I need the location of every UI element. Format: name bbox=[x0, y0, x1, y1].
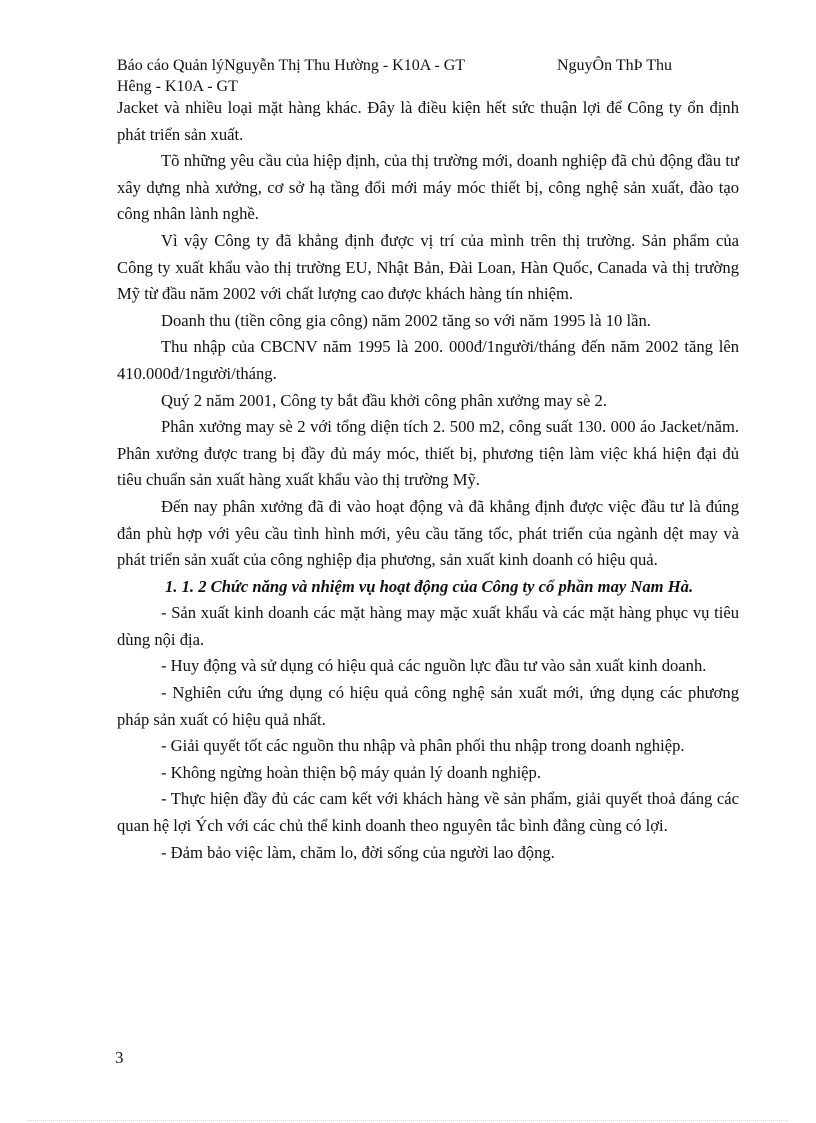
page-bottom-divider bbox=[28, 1120, 788, 1121]
list-item: - Thực hiện đầy đủ các cam kết với khách hàng về sản phẩm, giải quyết thoả đáng các quan hệ lợi Ých với các chủ thể kinh doanh theo nguyên tắc bình đẳng cùng có lợi. bbox=[117, 789, 739, 836]
paragraph: Phân xưởng may sè 2 với tổng diện tích 2. 500 m2, công suất 130. 000 áo Jacket/năm. Phân xưởng được trang bị đầy đủ máy móc, thiết bị, phương tiện làm việc khá hiện đại đủ tiêu chuẩn sản xuất hàng xuất khẩu vào thị trường Mỹ. bbox=[117, 417, 739, 490]
paragraph: Thu nhập của CBCNV năm 1995 là 200. 000đ/1người/tháng đến năm 2002 tăng lên 410.000đ/1người/tháng. bbox=[117, 337, 739, 383]
paragraph: Jacket và nhiều loại mặt hàng khác. Đây là điều kiện hết sức thuận lợi để Công ty ổn định phát triển sản xuất. bbox=[117, 98, 739, 144]
list-item: - Giải quyết tốt các nguồn thu nhập và phân phối thu nhập trong doanh nghiệp. bbox=[161, 736, 685, 756]
section-heading: 1. 1. 2 Chức năng và nhiệm vụ hoạt động của Công ty cổ phần may Nam Hà. bbox=[165, 576, 694, 596]
list-item: - Huy động và sử dụng có hiệu quả các nguồn lực đầu tư vào sản xuất kinh doanh. bbox=[161, 656, 707, 676]
paragraph: Vì vậy Công ty đã khẳng định được vị trí của mình trên thị trường. Sản phẩm của Công ty xuất khẩu vào thị trường EU, Nhật Bản, Đài Loan, Hàn Quốc, Canada và thị trường Mỹ từ đầu năm 2002 với chất lượng cao được khách hàng tín nhiệm. bbox=[117, 230, 739, 304]
list-item: - Nghiên cứu ứng dụng có hiệu quả công nghệ sản xuất mới, ứng dụng các phương pháp sản xuất có hiệu quả nhất. bbox=[117, 683, 739, 729]
paragraph: Quý 2 năm 2001, Công ty bắt đầu khởi công phân xưởng may sè 2. bbox=[161, 390, 607, 410]
list-item: - Đảm bảo việc làm, chăm lo, đời sống của người lao động. bbox=[161, 842, 555, 862]
paragraph: Doanh thu (tiền công gia công) năm 2002 tăng so với năm 1995 là 10 lần. bbox=[161, 310, 651, 330]
paragraph: Tõ những yêu cầu của hiệp định, của thị trường mới, doanh nghiệp đã chủ động đầu tư xây dựng nhà xưởng, cơ sở hạ tầng đổi mới máy móc thiết bị, công nghệ sản xuất, đào tạo công nhân lành nghề. bbox=[117, 151, 739, 224]
document-body bbox=[117, 95, 739, 866]
page-header bbox=[117, 55, 747, 97]
page-number: 3 bbox=[115, 1048, 124, 1067]
list-item: - Không ngừng hoàn thiện bộ máy quản lý doanh nghiệp. bbox=[161, 762, 541, 782]
header-second-line: Hêng - K10A - GT bbox=[117, 78, 238, 95]
list-item: - Sản xuất kinh doanh các mặt hàng may mặc xuất khẩu và các mặt hàng phục vụ tiêu dùng nội địa. bbox=[117, 603, 739, 649]
header-left-text: Báo cáo Quản lýNguyễn Thị Thu Hường - K10A - GT bbox=[117, 57, 466, 74]
paragraph: Đến nay phân xưởng đã đi vào hoạt động và đã khẳng định được việc đầu tư là đúng đắn phù hợp với yêu cầu tình hình mới, yêu cầu tăng tốc, phát triển của ngành dệt may và phát triển sản xuất của công nghiệp địa phương, sản xuất kinh doanh có hiệu quả. bbox=[117, 496, 739, 570]
header-right-text: NguyÔn ThÞ Thu bbox=[557, 57, 672, 74]
